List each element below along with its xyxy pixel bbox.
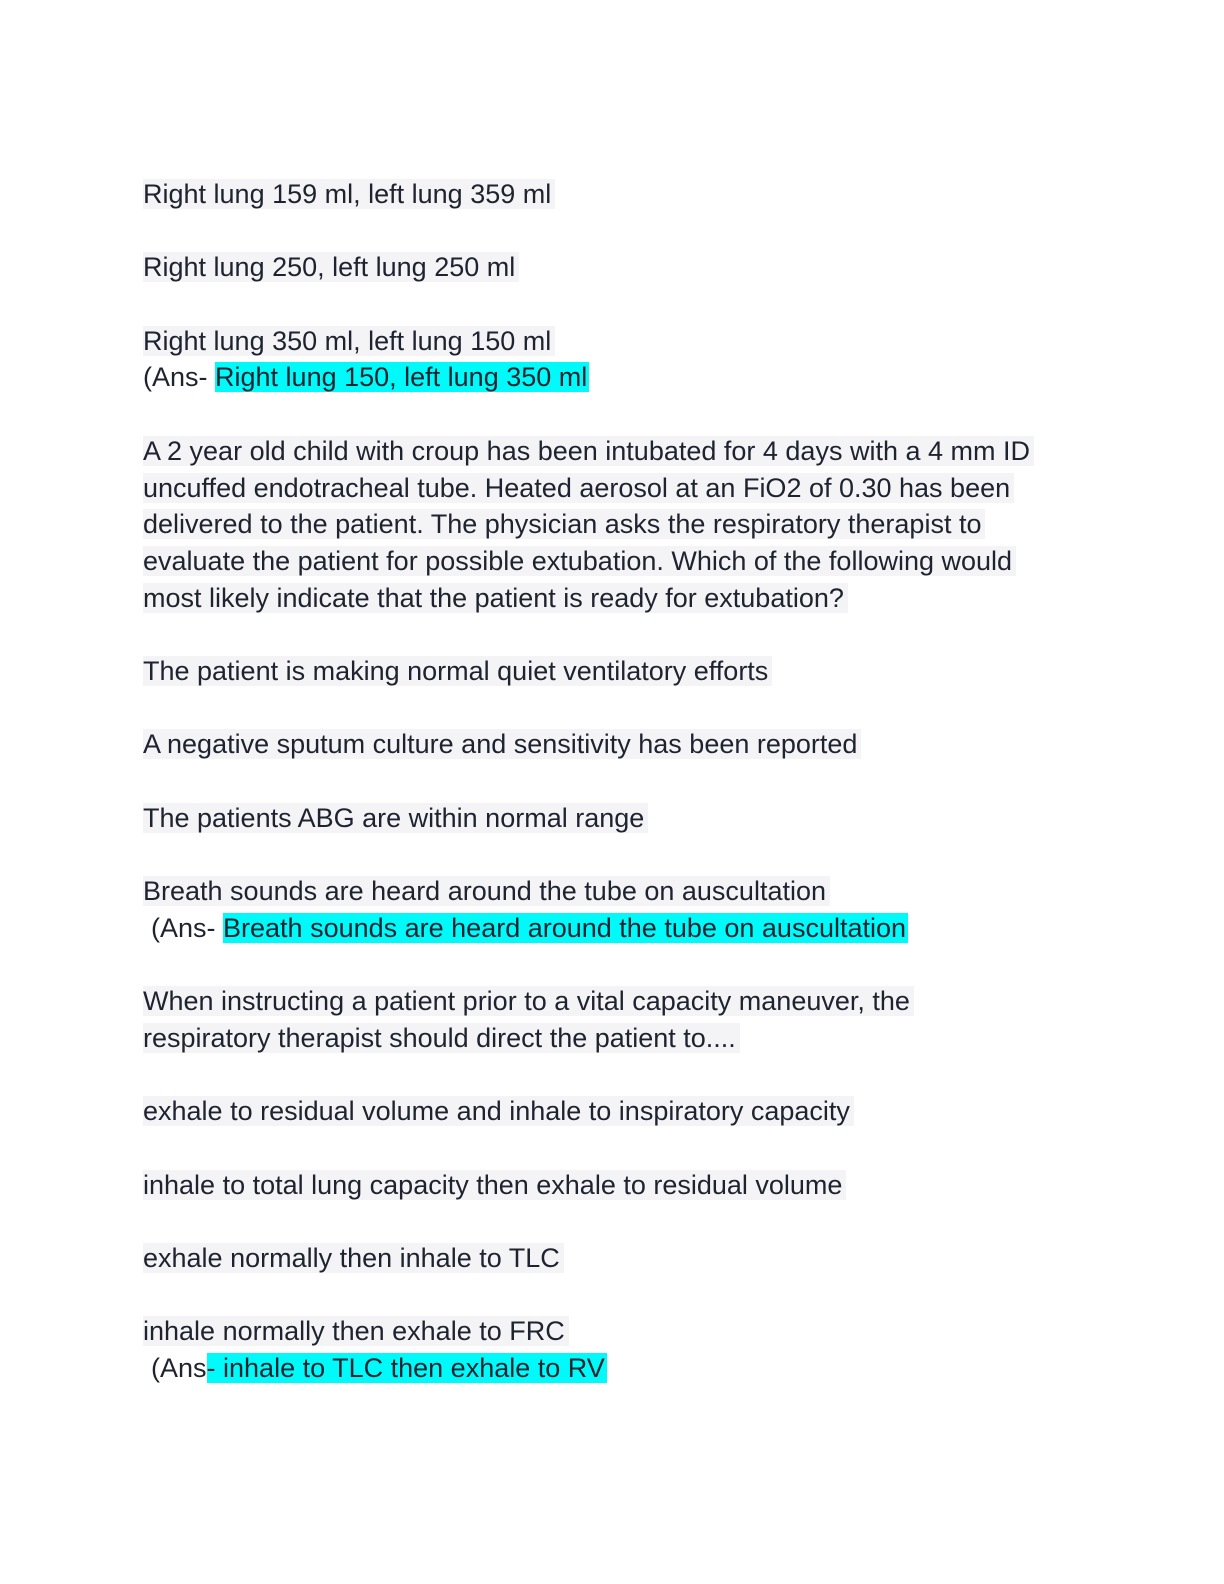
question-line bbox=[143, 580, 1083, 617]
answer-highlight: Breath sounds are heard around the tube on auscultation bbox=[223, 912, 907, 943]
question-line bbox=[143, 470, 1083, 507]
option-line bbox=[143, 323, 1083, 360]
answer-prefix: (Ans- bbox=[143, 362, 216, 393]
question-line bbox=[143, 983, 1083, 1020]
option-text: Right lung 159 ml, left lung 359 ml bbox=[143, 179, 555, 209]
question-line bbox=[143, 433, 1083, 470]
option-line bbox=[143, 873, 1083, 910]
question-line bbox=[143, 506, 1083, 543]
option-text: The patients ABG are within normal range bbox=[143, 803, 648, 833]
question-text: A 2 year old child with croup has been intubated for 4 days with a 4 mm ID bbox=[143, 436, 1034, 466]
question-text: delivered to the patient. The physician asks the respiratory therapist to bbox=[143, 509, 985, 539]
option-line bbox=[143, 1167, 1083, 1204]
question-text: When instructing a patient prior to a vital capacity maneuver, the bbox=[143, 986, 914, 1016]
option-line bbox=[143, 1313, 1083, 1350]
option-text: inhale to total lung capacity then exhale to residual volume bbox=[143, 1170, 846, 1200]
option-line bbox=[143, 1093, 1083, 1130]
answer-highlight: - inhale to TLC then exhale to RV bbox=[206, 1353, 605, 1383]
question-line bbox=[143, 1020, 1083, 1057]
option-line bbox=[143, 176, 1083, 213]
option-text: Right lung 250, left lung 250 ml bbox=[143, 252, 519, 282]
option-text: Breath sounds are heard around the tube on auscultation bbox=[143, 876, 830, 906]
question-text: uncuffed endotracheal tube. Heated aerosol at an FiO2 of 0.30 has been bbox=[143, 473, 1014, 503]
question-block-1 bbox=[143, 176, 1083, 396]
answer-prefix: (Ans- bbox=[151, 912, 224, 943]
option-line bbox=[143, 1240, 1083, 1277]
option-text: The patient is making normal quiet ventilatory efforts bbox=[143, 656, 772, 686]
question-block-2 bbox=[143, 433, 1083, 947]
answer-line bbox=[143, 910, 1083, 947]
answer-prefix: (Ans bbox=[151, 1353, 207, 1383]
option-line bbox=[143, 653, 1083, 690]
answer-line bbox=[143, 359, 1083, 396]
option-line bbox=[143, 800, 1083, 837]
option-text: exhale normally then inhale to TLC bbox=[143, 1243, 564, 1273]
option-text: inhale normally then exhale to FRC bbox=[143, 1316, 569, 1346]
option-line bbox=[143, 249, 1083, 286]
answer-highlight: Right lung 150, left lung 350 ml bbox=[215, 362, 588, 393]
question-line bbox=[143, 543, 1083, 580]
option-text: A negative sputum culture and sensitivity has been reported bbox=[143, 729, 861, 759]
answer-line bbox=[143, 1350, 1083, 1387]
document-page bbox=[143, 176, 1083, 1387]
question-block-3 bbox=[143, 983, 1083, 1387]
option-text: exhale to residual volume and inhale to inspiratory capacity bbox=[143, 1096, 854, 1126]
question-text: most likely indicate that the patient is ready for extubation? bbox=[143, 583, 848, 613]
question-text: respiratory therapist should direct the patient to.... bbox=[143, 1023, 740, 1053]
question-text: evaluate the patient for possible extubation. Which of the following would bbox=[143, 546, 1016, 576]
option-text: Right lung 350 ml, left lung 150 ml bbox=[143, 326, 555, 356]
option-line bbox=[143, 726, 1083, 763]
